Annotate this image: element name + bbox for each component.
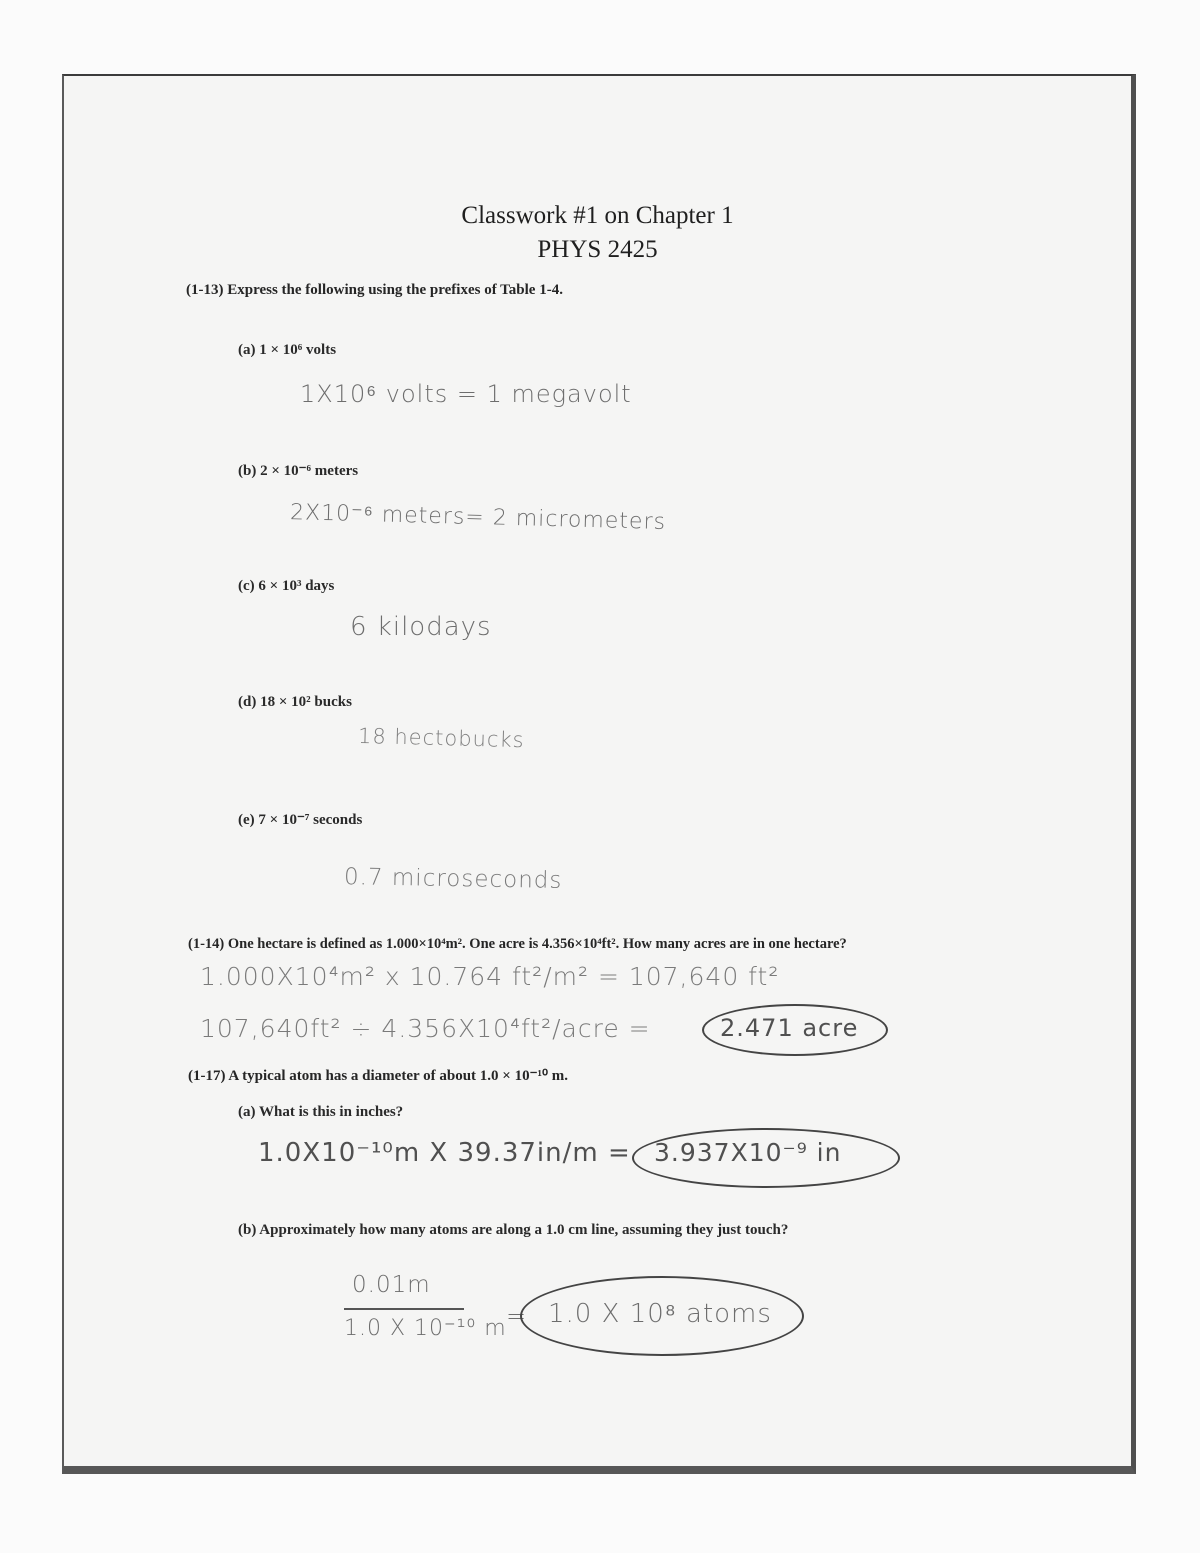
fraction-numerator-1-17b: 0.01m (352, 1272, 431, 1298)
fraction-bar (344, 1308, 464, 1310)
question-1-13b-text: 2 × 10⁻⁶ meters (260, 463, 359, 479)
question-1-17-prompt: (1-17) A typical atom has a diameter of about 1.0 × 10⁻¹⁰ m. (188, 1068, 569, 1084)
answer-1-17b: 1.0 X 10⁸ atoms (548, 1299, 772, 1329)
question-1-13c (238, 578, 334, 595)
question-1-13d-text: 18 × 10² bucks (260, 694, 352, 710)
course-code: PHYS 2425 (537, 236, 658, 263)
answer-1-17a: 3.937X10⁻⁹ in (654, 1138, 842, 1167)
question-1-13d-label: (d) (238, 694, 257, 710)
question-1-13e (238, 810, 362, 829)
answer-1-13b: 2X10⁻⁶ meters= 2 micrometers (289, 500, 667, 535)
question-1-13b (238, 461, 358, 480)
question-1-13a (238, 342, 336, 359)
work-1-14-line1: 1.000X10⁴m² x 10.764 ft²/m² = 107,640 ft² (200, 962, 780, 991)
equals-sign-1-17b: = (506, 1302, 528, 1330)
question-1-13c-text: 6 × 10³ days (258, 578, 335, 594)
fraction-denominator-1-17b: 1.0 X 10⁻¹⁰ m (344, 1316, 507, 1341)
worksheet-page (62, 74, 1136, 1474)
question-1-13e-text: 7 × 10⁻⁷ seconds (258, 812, 363, 828)
question-1-17b (238, 1222, 788, 1239)
question-1-17b-label: (b) (238, 1222, 257, 1238)
question-1-17a-text: What is this in inches? (258, 1104, 404, 1120)
work-1-17a: 1.0X10⁻¹⁰m X 39.37in/m = (258, 1138, 631, 1168)
question-1-14-prompt: (1-14) One hectare is defined as 1.000×10⁴m². One acre is 4.356×10⁴ft². How many acres are in one hectare? (188, 936, 847, 952)
page-title: Classwork #1 on Chapter 1 (461, 202, 734, 229)
question-1-13d (238, 694, 352, 711)
answer-1-13d: 18 hectobucks (357, 723, 525, 753)
work-1-14-line2: 107,640ft² ÷ 4.356X10⁴ft²/acre = (200, 1014, 651, 1043)
question-1-13e-label: (e) (238, 812, 255, 828)
question-1-13c-label: (c) (238, 578, 255, 594)
answer-1-14: 2.471 acre (720, 1014, 859, 1042)
answer-1-13c: 6 kilodays (350, 612, 492, 642)
question-1-17a (238, 1104, 403, 1121)
question-1-13b-label: (b) (238, 463, 257, 479)
question-1-13a-text: 1 × 10⁶ volts (259, 342, 337, 358)
question-1-17a-label: (a) (238, 1104, 256, 1120)
question-1-13a-label: (a) (238, 342, 256, 358)
question-1-17b-text: Approximately how many atoms are along a 1.0 cm line, assuming they just touch? (259, 1222, 789, 1238)
question-1-13-prompt: (1-13) Express the following using the prefixes of Table 1-4. (186, 282, 563, 298)
answer-1-13e: 0.7 microseconds (343, 864, 563, 894)
answer-1-13a: 1X10⁶ volts = 1 megavolt (300, 380, 632, 408)
